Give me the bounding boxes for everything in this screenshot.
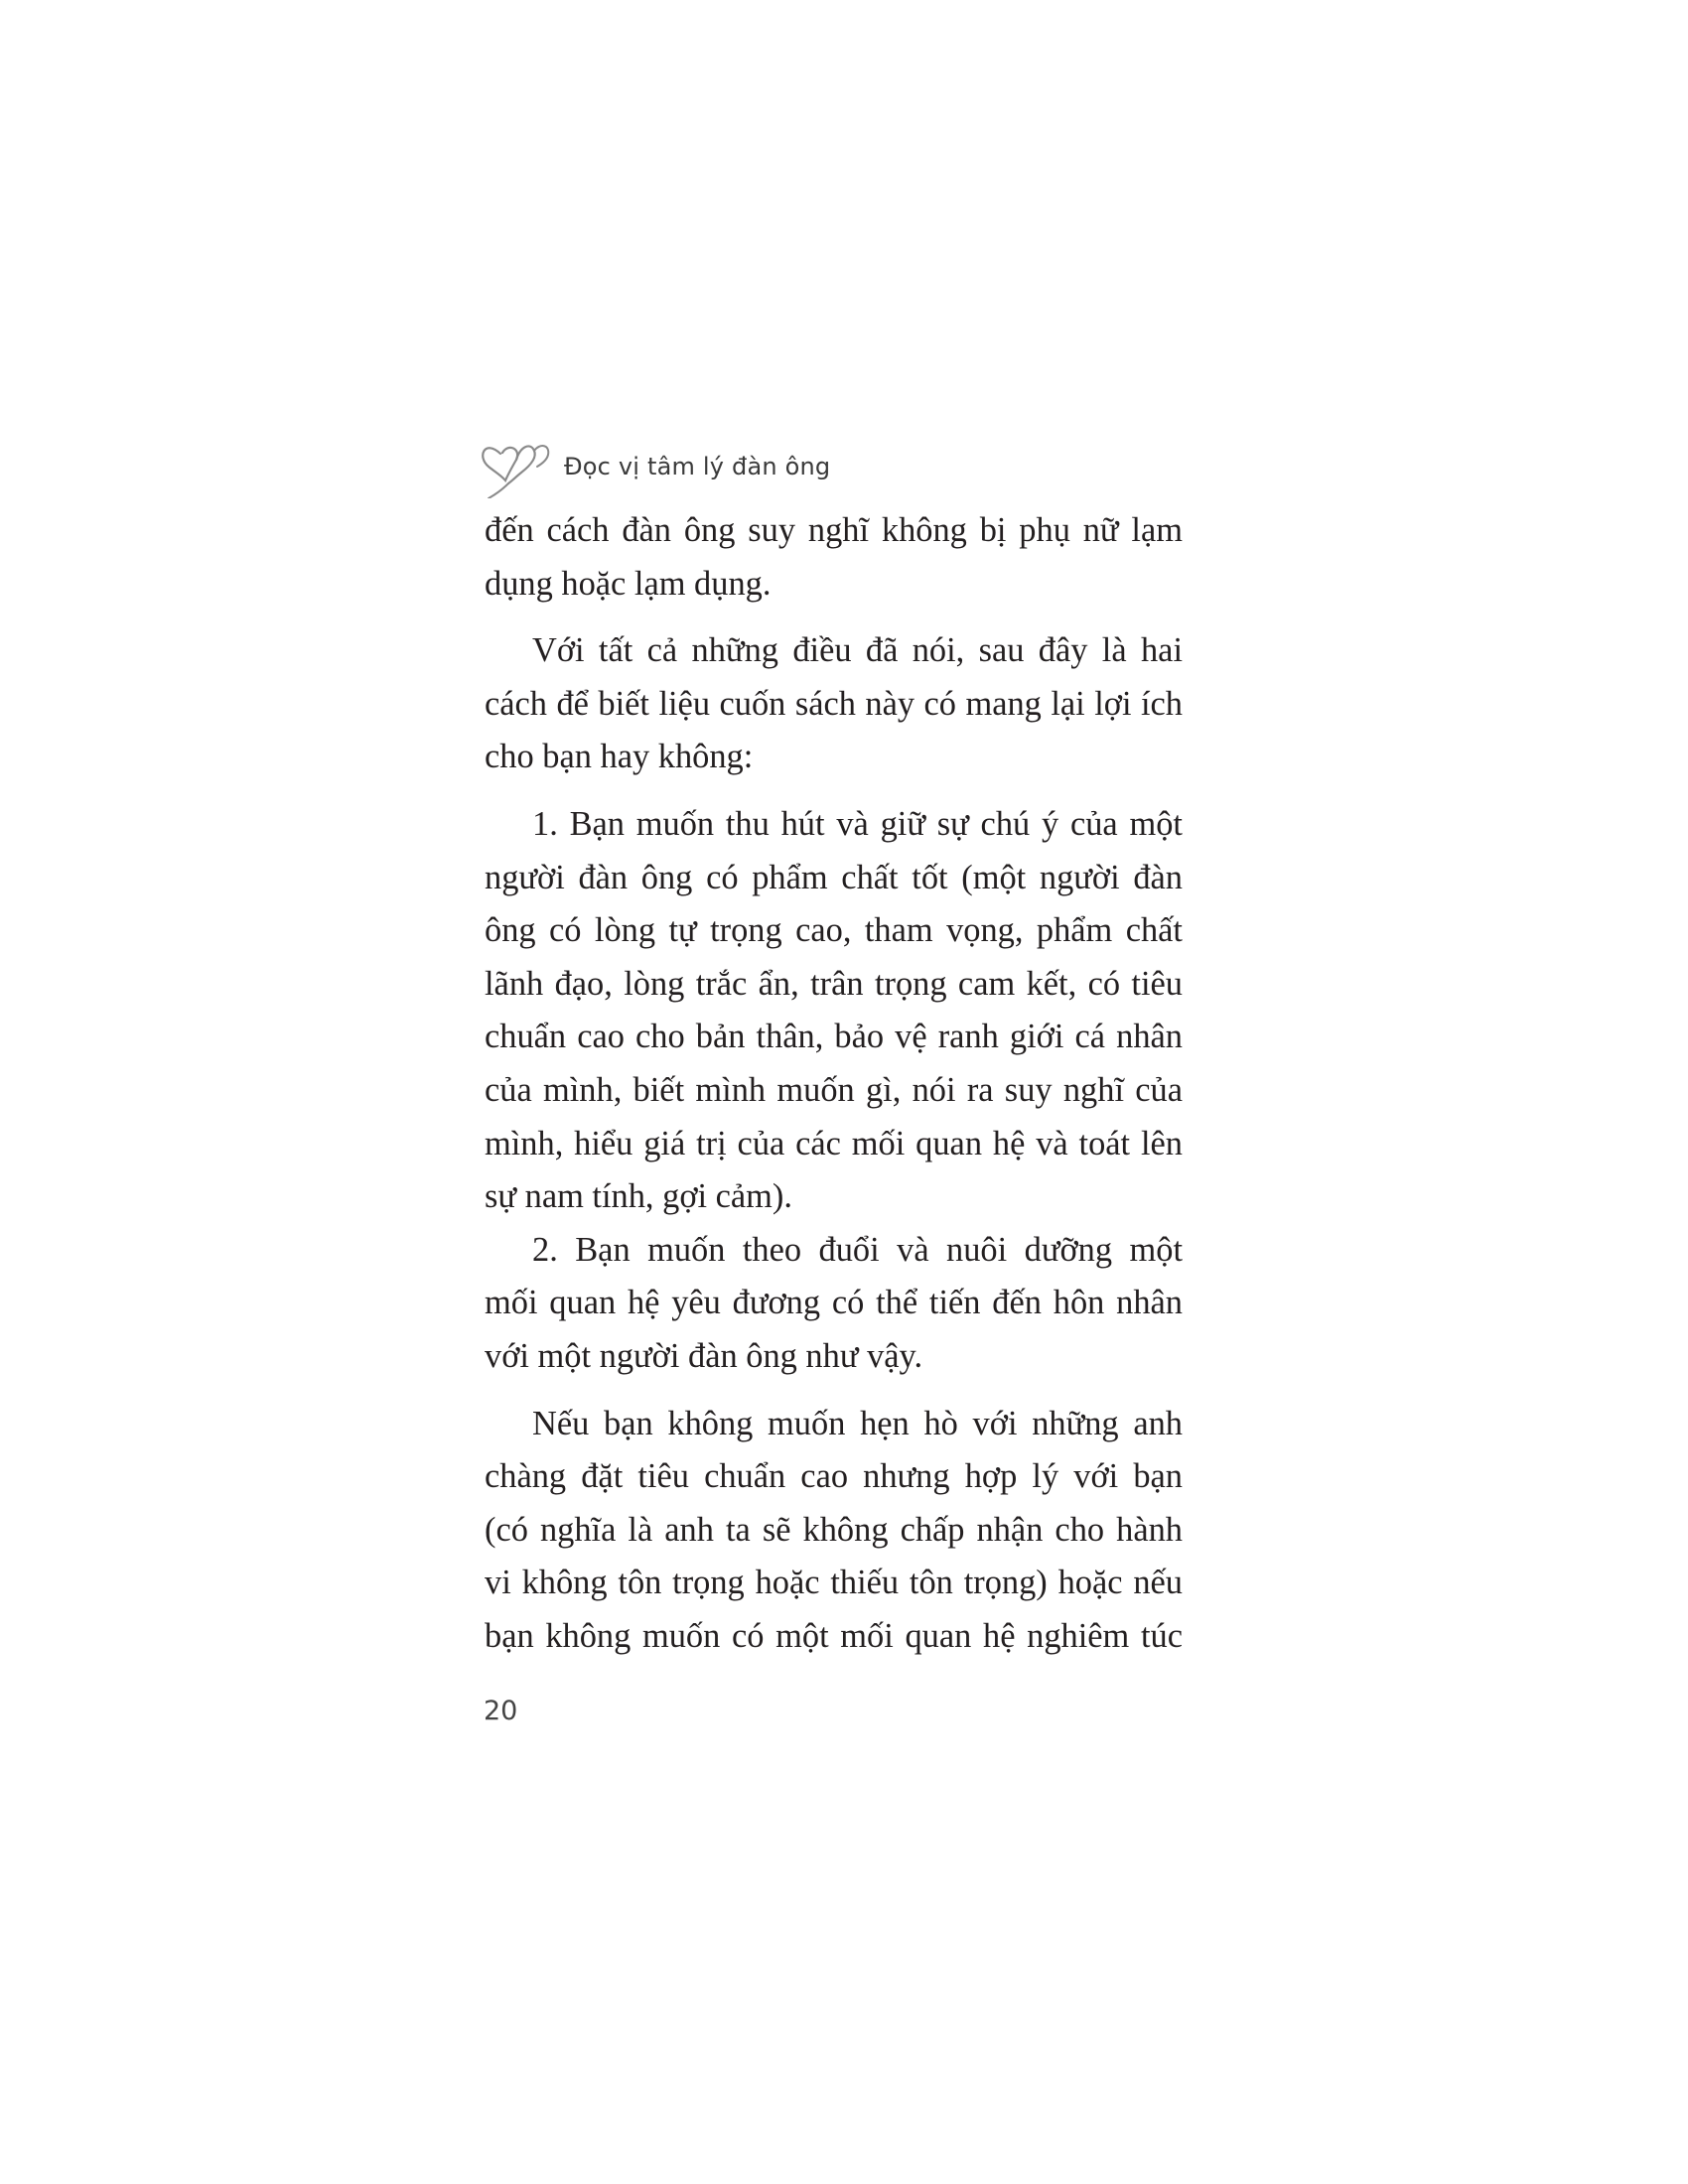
paragraph	[485, 1398, 1183, 1664]
text-line: cho bạn hay không:	[485, 738, 754, 776]
paragraph-gap	[485, 784, 1183, 798]
running-header	[475, 427, 830, 498]
double-heart-ribbon-icon	[475, 427, 560, 498]
text-line: sự nam tính, gợi cảm).	[485, 1177, 792, 1216]
text-line: lãnh đạo, lòng trắc ẩn, trân trọng cam kết, có tiêu	[485, 964, 1183, 1003]
text-line: 2. Bạn muốn theo đuổi và nuôi dưỡng một	[532, 1230, 1183, 1269]
text-line: cách để biết liệu cuốn sách này có mang lại lợi ích	[485, 684, 1183, 723]
text-line: chuẩn cao cho bản thân, bảo vệ ranh giới cá nhân	[485, 1018, 1183, 1056]
text-line: đến cách đàn ông suy nghĩ không bị phụ nữ lạm	[485, 511, 1183, 549]
text-line: với một người đàn ông như vậy.	[485, 1336, 923, 1375]
text-line: bạn không muốn có một mối quan hệ nghiêm túc	[485, 1616, 1183, 1655]
paragraph-gap	[485, 1384, 1183, 1398]
text-line: mình, hiểu giá trị của các mối quan hệ và toát lên	[485, 1124, 1183, 1162]
paragraph	[485, 504, 1183, 611]
text-line: người đàn ông có phẩm chất tốt (một người đàn	[485, 858, 1183, 896]
paragraph	[485, 1224, 1183, 1384]
paragraph-gap	[485, 611, 1183, 624]
text-line: vi không tôn trọng hoặc thiếu tôn trọng) hoặc nếu	[485, 1564, 1183, 1602]
text-line: (có nghĩa là anh ta sẽ không chấp nhận cho hành	[485, 1510, 1183, 1549]
text-line: ông có lòng tự trọng cao, tham vọng, phẩm chất	[485, 911, 1183, 950]
text-line: dụng hoặc lạm dụng.	[485, 564, 772, 603]
text-line: 1. Bạn muốn thu hút và giữ sự chú ý của một	[532, 804, 1183, 843]
text-line: Nếu bạn không muốn hẹn hò với những anh	[532, 1404, 1183, 1442]
paragraph	[485, 798, 1183, 1224]
text-line: mối quan hệ yêu đương có thể tiến đến hôn nhân	[485, 1284, 1183, 1322]
running-header-title: Đọc vị tâm lý đàn ông	[564, 453, 831, 480]
text-line: Với tất cả những điều đã nói, sau đây là hai	[532, 631, 1183, 670]
page-number: 20	[484, 1696, 518, 1726]
paragraph	[485, 624, 1183, 784]
text-line: chàng đặt tiêu chuẩn cao nhưng hợp lý với bạn	[485, 1457, 1183, 1496]
text-line: của mình, biết mình muốn gì, nói ra suy nghĩ của	[485, 1070, 1183, 1109]
body-text	[485, 504, 1183, 1663]
